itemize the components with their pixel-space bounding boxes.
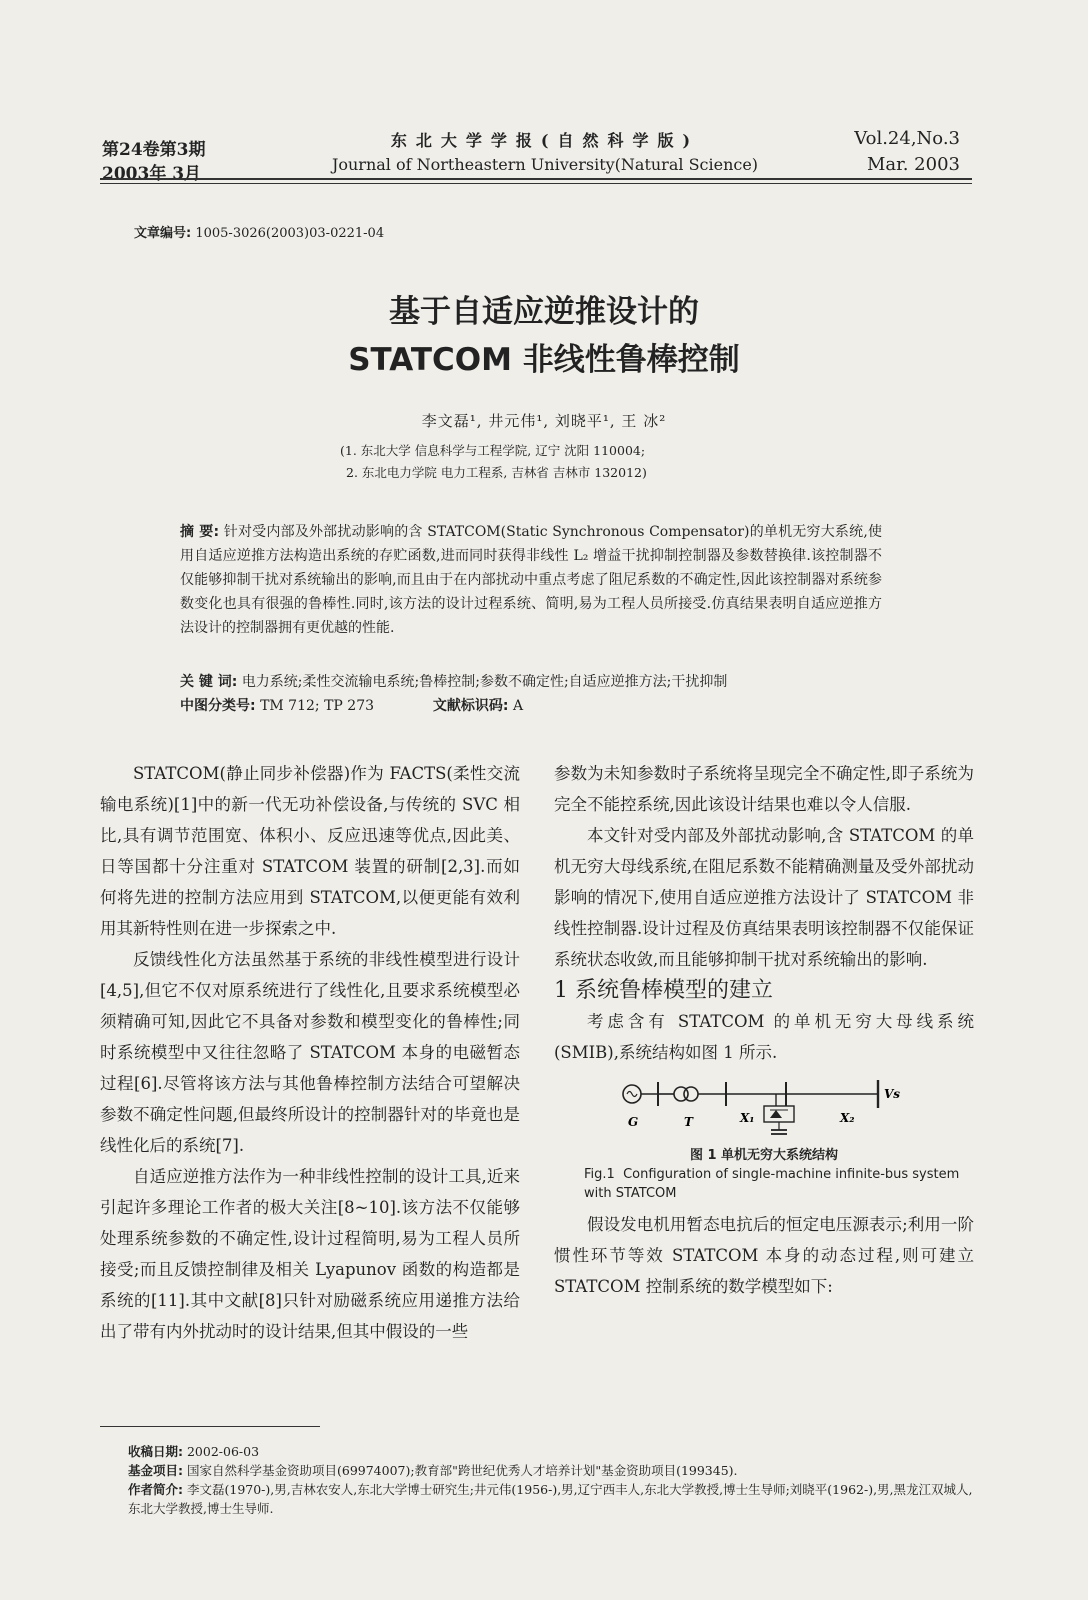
figure-1 [554,1076,974,1203]
affiliation-1: (1. 东北大学 信息科学与工程学院, 辽宁 沈阳 110004; [340,443,646,458]
figure-caption-en-text: Configuration of single-machine infinite-bus system with STATCOM [584,1167,960,1201]
abstract [180,520,882,640]
label-x1: X₁ [740,1111,755,1125]
keywords-label: 关 键 词: [180,674,238,690]
section-heading: 1 系统鲁棒模型的建立 [554,978,773,1003]
article-number-label: 文章编号: [134,226,192,241]
paragraph: 本文针对受内部及外部扰动影响,含 STATCOM 的单机无穷大母线系统,在阻尼系数不能精确测量及受外部扰动影响的情况下,使用自适应逆推方法设计了 STATCOM 非线性控制器.设计过程及仿真结果表明该控制器不仅能保证系统状态收敛,而且能够抑制干扰对系统输出的影响. [554,826,974,969]
smib-diagram [614,1076,914,1146]
footnote-author [128,1480,978,1518]
footnote-received [128,1442,978,1461]
doc-code-value: A [512,698,524,714]
footnote-fund [128,1461,978,1480]
paragraph: 参数为未知参数时子系统将呈现完全不确定性,即子系统为完全不能控系统,因此该设计结果也难以令人信服. [554,764,974,814]
fund-text: 国家自然科学基金资助项目(69974007);教育部"跨世纪优秀人才培养计划"基金资助项目(199345). [186,1463,738,1478]
header-rule-thin [100,183,972,184]
paragraph: 自适应逆推方法作为一种非线性控制的设计工具,近来引起许多理论工作者的极大关注[8~10].该方法不仅能够处理系统参数的不确定性,设计过程简明,易为工程人员所接受;而且反馈控制律及相关 Lyapunov 函数的构造都是系统的[11].其中文献[8]只针对励磁系统应用递推方法给出了带有内外扰动时的设计结果,但其中假设的一些 [100,1167,520,1341]
keywords-text: 电力系统;柔性交流输电系统;鲁棒控制;参数不确定性;自适应逆推方法;干扰抑制 [241,674,728,690]
article-number-value: 1005-3026(2003)03-0221-04 [195,226,385,241]
classification-line [180,694,882,718]
figure-caption-en-label: Fig.1 [584,1167,615,1182]
header-journal [300,128,790,174]
author-list: 李文磊¹, 井元伟¹, 刘晓平¹, 王 冰² [421,412,667,430]
label-vs: Vs [884,1087,901,1101]
label-t: T [684,1115,693,1129]
volume-en: Vol.24,No.3 [854,128,960,149]
classification-value: TM 712; TP 273 [260,698,375,714]
author-bio-text: 李文磊(1970-),男,吉林农安人,东北大学博士研究生;井元伟(1956-),男,辽宁西丰人,东北大学教授,博士生导师;刘晓平(1962-),男,黑龙江双城人,东北大学教授,博士生导师. [128,1482,973,1516]
label-g: G [628,1115,639,1129]
article-number [134,222,384,241]
date-en: Mar. 2003 [866,154,960,175]
header-rule [100,178,972,180]
classification-label: 中图分类号: [180,698,256,714]
title-line-1: 基于自适应逆推设计的 [389,294,699,330]
paragraph: 反馈线性化方法虽然基于系统的非线性模型进行设计[4,5],但它不仅对原系统进行了线性化,且要求系统模型必须精确可知,因此它不具备对参数和模型变化的鲁棒性;同时系统模型中又往往忽略了 STATCOM 本身的电磁暂态过程[6].尽管将该方法与其他鲁棒控制方法结合可望解决参数不确定性问题,但最终所设计的控制器针对的毕竟也是线性化后的系统[7]. [100,950,520,1155]
abstract-text: 针对受内部及外部扰动影响的含 STATCOM(Static Synchronous Compensator)的单机无穷大系统,使用自适应逆推方法构造出系统的存贮函数,进而同时获得非线性 L₂ 增益干扰抑制控制器及参数替换律.该控制器不仅能够抑制干扰对系统输出的影响,而且由于在内部扰动中重点考虑了阻尼系数的不确定性,因此该控制器对系统参数变化也具有很强的鲁棒性.同时,该方法的设计过程系统、简明,易为工程人员所接受.仿真结果表明自适应逆推方法设计的控制器拥有更优越的性能. [180,524,882,636]
author-bio-label: 作者简介: [128,1482,183,1497]
keywords-line [180,670,882,694]
generator-wave [627,1092,637,1097]
header-issue-en [854,126,960,178]
keywords-block [180,670,882,718]
journal-name-en: Journal of Northeastern University(Natural Science) [331,155,759,174]
article-title [0,288,1088,384]
abstract-label: 摘 要: [180,524,220,540]
left-column [100,758,520,1347]
affiliations [340,440,647,484]
doc-code-label: 文献标识码: [432,698,509,714]
paragraph: 考虑含有 STATCOM 的单机无穷大母线系统(SMIB),系统结构如图 1 所示. [554,1012,974,1062]
footnote [128,1442,978,1518]
journal-name-cn: 东北大学学报(自然科学版) [390,131,700,150]
paragraph: 假设发电机用暂态电抗后的恒定电压源表示;利用一阶惯性环节等效 STATCOM 本身的动态过程,则可建立 STATCOM 控制系统的数学模型如下: [554,1215,974,1296]
paragraph: STATCOM(静止同步补偿器)作为 FACTS(柔性交流输电系统)[1]中的新一代无功补偿设备,与传统的 SVC 相比,具有调节范围宽、体积小、反应迅速等优点,因此美、日等国都十分注重对 STATCOM 装置的研制[2,3].而如何将先进的控制方法应用到 STATCOM,以便更能有效利用其新特性则在进一步探索之中. [100,764,520,938]
received-label: 收稿日期: [128,1444,183,1459]
fund-label: 基金项目: [128,1463,183,1478]
received-date: 2002-06-03 [186,1444,260,1459]
title-line-2: STATCOM 非线性鲁棒控制 [348,342,740,378]
date-cn: 2003年 3月 [102,164,202,184]
right-column [554,758,974,1302]
figure-caption-en [554,1165,974,1203]
figure-caption-cn: 图 1 单机无穷大系统结构 [689,1148,839,1163]
statcom-valve [770,1110,782,1118]
label-x2: X₂ [840,1111,855,1125]
figure-caption [554,1146,974,1203]
affiliation-2: 2. 东北电力学院 电力工程系, 吉林省 吉林市 132012) [346,465,647,480]
footnote-rule [100,1426,320,1427]
volume-cn: 第24卷第3期 [102,140,206,160]
transformer-winding-2 [684,1087,698,1101]
